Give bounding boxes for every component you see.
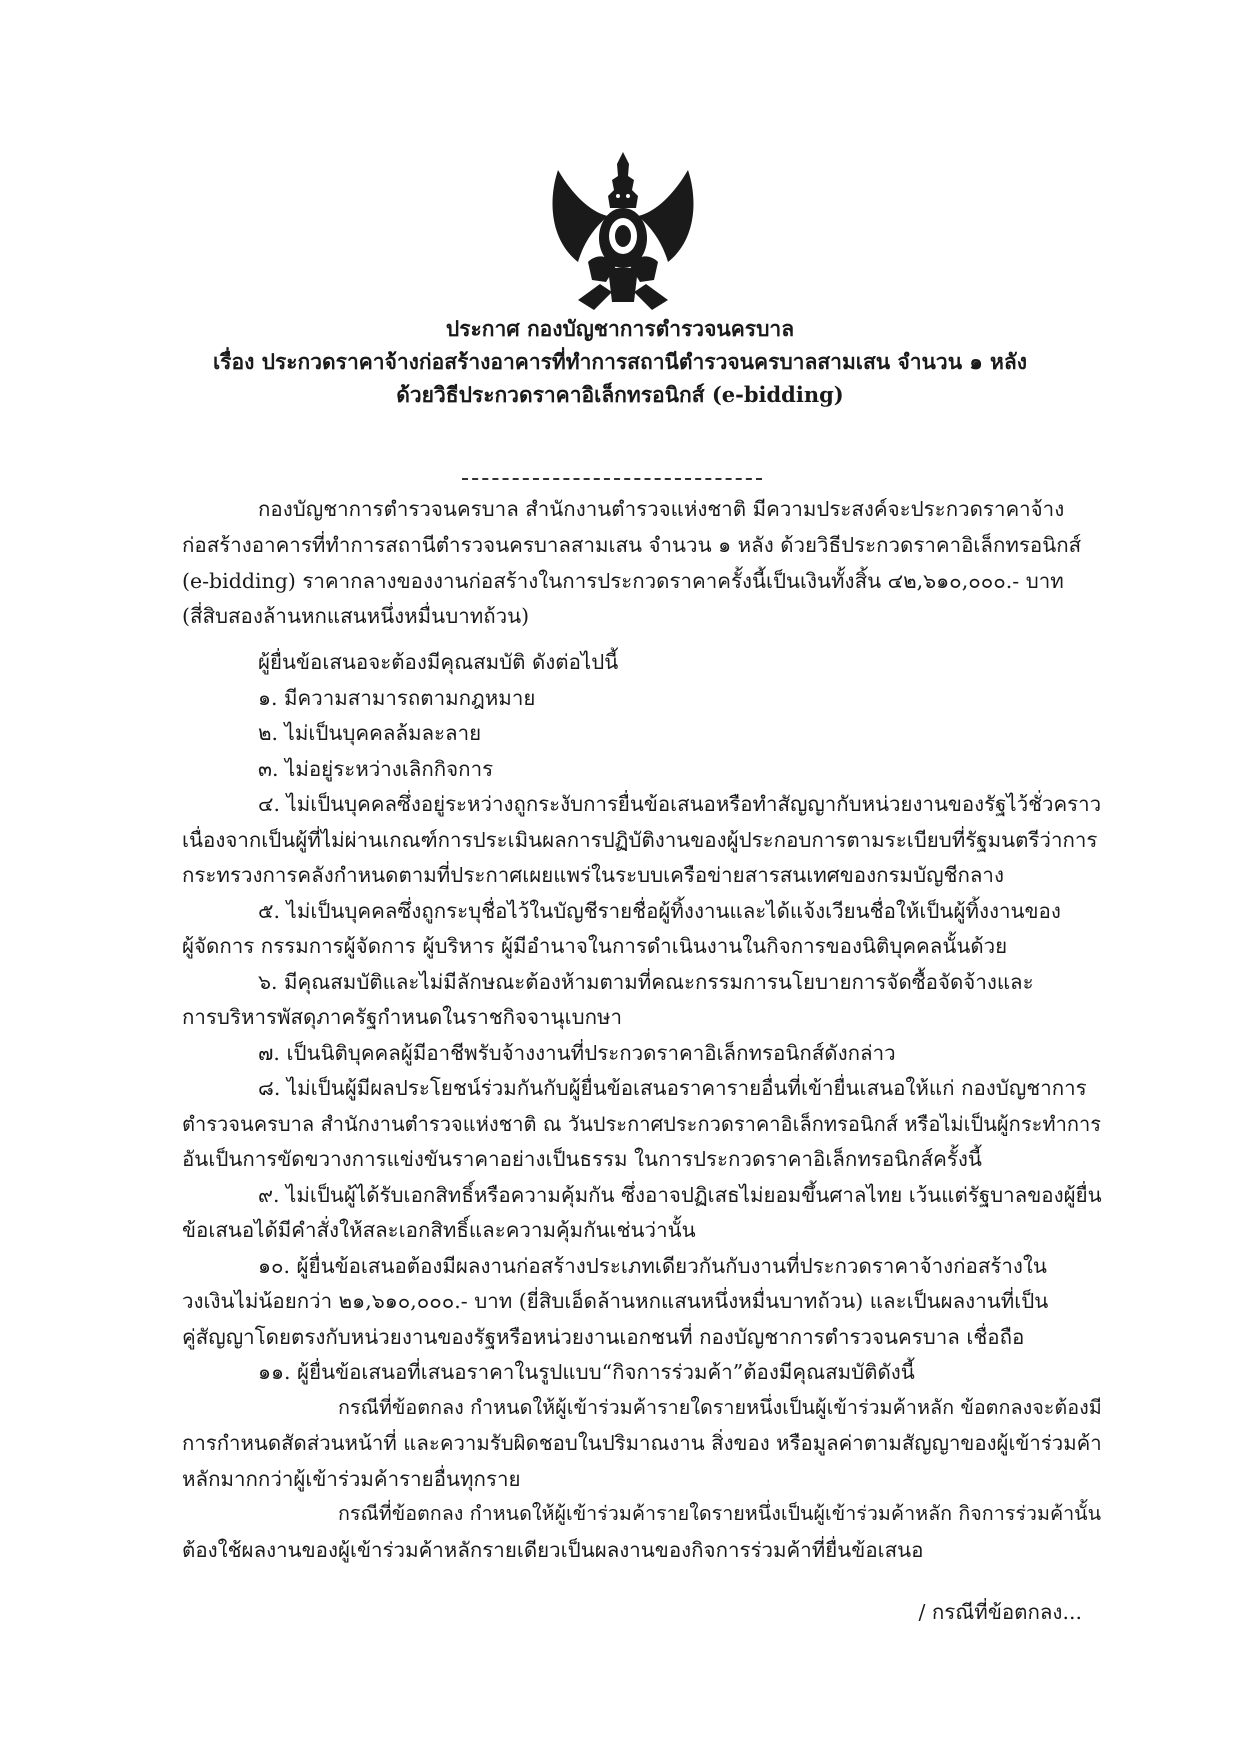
joint-venture-case: กรณีที่ข้อตกลง กำหนดให้ผู้เข้าร่วมค้ารายใดรายหนึ่งเป็นผู้เข้าร่วมค้าหลัก ข้อตกลงจะต้องมี <box>338 1396 1102 1419</box>
joint-venture-case-cont: การกำหนดสัดส่วนหน้าที่ และความรับผิดชอบในปริมาณงาน สิ่งของ หรือมูลค่าตามสัญญาของผู้เข้าร่วมค้า <box>182 1431 1102 1455</box>
qualification-item: ๑๐. ผู้ยื่นข้อเสนอต้องมีผลงานก่อสร้างประเภทเดียวกันกับงานที่ประกวดราคาจ้างก่อสร้างใน <box>258 1254 1047 1278</box>
intro-line: (สี่สิบสองล้านหกแสนหนึ่งหมื่นบาทถ้วน) <box>182 604 530 628</box>
joint-venture-case-cont: ต้องใช้ผลงานของผู้เข้าร่วมค้าหลักรายเดียวเป็นผลงานของกิจการร่วมค้าที่ยื่นข้อเสนอ <box>182 1538 924 1562</box>
qualification-item-cont: วงเงินไม่น้อยกว่า ๒๑,๖๑๐,๐๐๐.- บาท (ยี่สิบเอ็ดล้านหกแสนหนึ่งหมื่นบาทถ้วน) และเป็นผลงานที่เป็น <box>182 1289 1049 1313</box>
announcement-method: ด้วยวิธีประกวดราคาอิเล็กทรอนิกส์ (e-bidding) <box>396 382 844 407</box>
qualification-item: ๗. เป็นนิติบุคคลผู้มีอาชีพรับจ้างงานที่ประกวดราคาอิเล็กทรอนิกส์ดังกล่าว <box>258 1041 896 1065</box>
qualification-item-cont: กระทรวงการคลังกำหนดตามที่ประกาศเผยแพร่ในระบบเครือข่ายสารสนเทศของกรมบัญชีกลาง <box>182 863 1004 887</box>
qualification-item-cont: การบริหารพัสดุภาครัฐกำหนดในราชกิจจานุเบกษา <box>182 1005 623 1029</box>
qualification-item-cont: ข้อเสนอได้มีคำสั่งให้สละเอกสิทธิ์และความคุ้มกันเช่นว่านั้น <box>182 1218 696 1242</box>
qualification-heading: ผู้ยื่นข้อเสนอจะต้องมีคุณสมบัติ ดังต่อไปนี้ <box>258 650 619 674</box>
announcement-subject: เรื่อง ประกวดราคาจ้างก่อสร้างอาคารที่ทำการสถานีตำรวจนครบาลสามเสน จำนวน ๑ หลัง <box>213 349 1027 374</box>
intro-line: กองบัญชาการตำรวจนครบาล สำนักงานตำรวจแห่งชาติ มีความประสงค์จะประกวดราคาจ้าง <box>258 497 1065 521</box>
intro-line: (e-bidding) ราคากลางของงานก่อสร้างในการประกวดราคาครั้งนี้เป็นเงินทั้งสิ้น ๔๒,๖๑๐,๐๐๐.- บาท <box>182 569 1064 593</box>
qualification-item: ๔. ไม่เป็นบุคคลซึ่งอยู่ระหว่างถูกระงับการยื่นข้อเสนอหรือทำสัญญากับหน่วยงานของรัฐไว้ชั่วคราว <box>258 792 1102 816</box>
qualification-item-cont: คู่สัญญาโดยตรงกับหน่วยงานของรัฐหรือหน่วยงานเอกชนที่ กองบัญชาการตำรวจนครบาล เชื่อถือ <box>182 1325 1025 1349</box>
qualification-item: ๒. ไม่เป็นบุคคลล้มละลาย <box>258 721 482 745</box>
garuda-emblem-icon <box>538 150 708 322</box>
qualification-item: ๑๑. ผู้ยื่นข้อเสนอที่เสนอราคาในรูปแบบ“กิจการร่วมค้า”ต้องมีคุณสมบัติดังนี้ <box>258 1360 915 1384</box>
joint-venture-case-cont: หลักมากกว่าผู้เข้าร่วมค้ารายอื่นทุกราย <box>182 1467 521 1491</box>
intro-line: ก่อสร้างอาคารที่ทำการสถานีตำรวจนครบาลสามเสน จำนวน ๑ หลัง ด้วยวิธีประกวดราคาอิเล็กทรอนิกส์ <box>182 533 1082 557</box>
qualification-item: ๘. ไม่เป็นผู้มีผลประโยชน์ร่วมกันกับผู้ยื่นข้อเสนอราคารายอื่นที่เข้ายื่นเสนอให้แก่ กองบัญชาการ <box>258 1076 1087 1100</box>
qualification-item-cont: เนื่องจากเป็นผู้ที่ไม่ผ่านเกณฑ์การประเมินผลการปฏิบัติงานของผู้ประกอบการตามระเบียบที่รัฐมนตรีว่าการ <box>182 828 1098 852</box>
qualification-item-cont: ผู้จัดการ กรรมการผู้จัดการ ผู้บริหาร ผู้มีอำนาจในการดำเนินงานในกิจการของนิติบุคคลนั้นด้วย <box>182 934 1008 958</box>
qualification-item: ๖. มีคุณสมบัติและไม่มีลักษณะต้องห้ามตามที่คณะกรรมการนโยบายการจัดซื้อจัดจ้างและ <box>258 970 1034 994</box>
qualification-item: ๕. ไม่เป็นบุคคลซึ่งถูกระบุชื่อไว้ในบัญชีรายชื่อผู้ทิ้งงานและได้แจ้งเวียนชื่อให้เป็นผู้ทิ้งงานของ <box>258 899 1061 923</box>
qualification-item: ๙. ไม่เป็นผู้ได้รับเอกสิทธิ์หรือความคุ้มกัน ซึ่งอาจปฏิเสธไม่ยอมขึ้นศาลไทย เว้นแต่รัฐบาลของผู้ยื่น <box>258 1183 1102 1207</box>
joint-venture-case: กรณีที่ข้อตกลง กำหนดให้ผู้เข้าร่วมค้ารายใดรายหนึ่งเป็นผู้เข้าร่วมค้าหลัก กิจการร่วมค้านั้น <box>338 1502 1102 1525</box>
title-divider <box>462 478 762 480</box>
qualification-item: ๓. ไม่อยู่ระหว่างเลิกกิจการ <box>258 757 494 781</box>
qualification-item-cont: อันเป็นการขัดขวางการแข่งขันราคาอย่างเป็นธรรม ในการประกวดราคาอิเล็กทรอนิกส์ครั้งนี้ <box>182 1147 982 1171</box>
page-continuation: / กรณีที่ข้อตกลง... <box>918 1600 1082 1624</box>
qualification-item-cont: ตำรวจนครบาล สำนักงานตำรวจแห่งชาติ ณ วันประกาศประกวดราคาอิเล็กทรอนิกส์ หรือไม่เป็นผู้กระทำการ <box>182 1112 1101 1136</box>
announcement-title: ประกาศ กองบัญชาการตำรวจนครบาล <box>445 316 795 341</box>
qualification-item: ๑. มีความสามารถตามกฎหมาย <box>258 686 536 710</box>
